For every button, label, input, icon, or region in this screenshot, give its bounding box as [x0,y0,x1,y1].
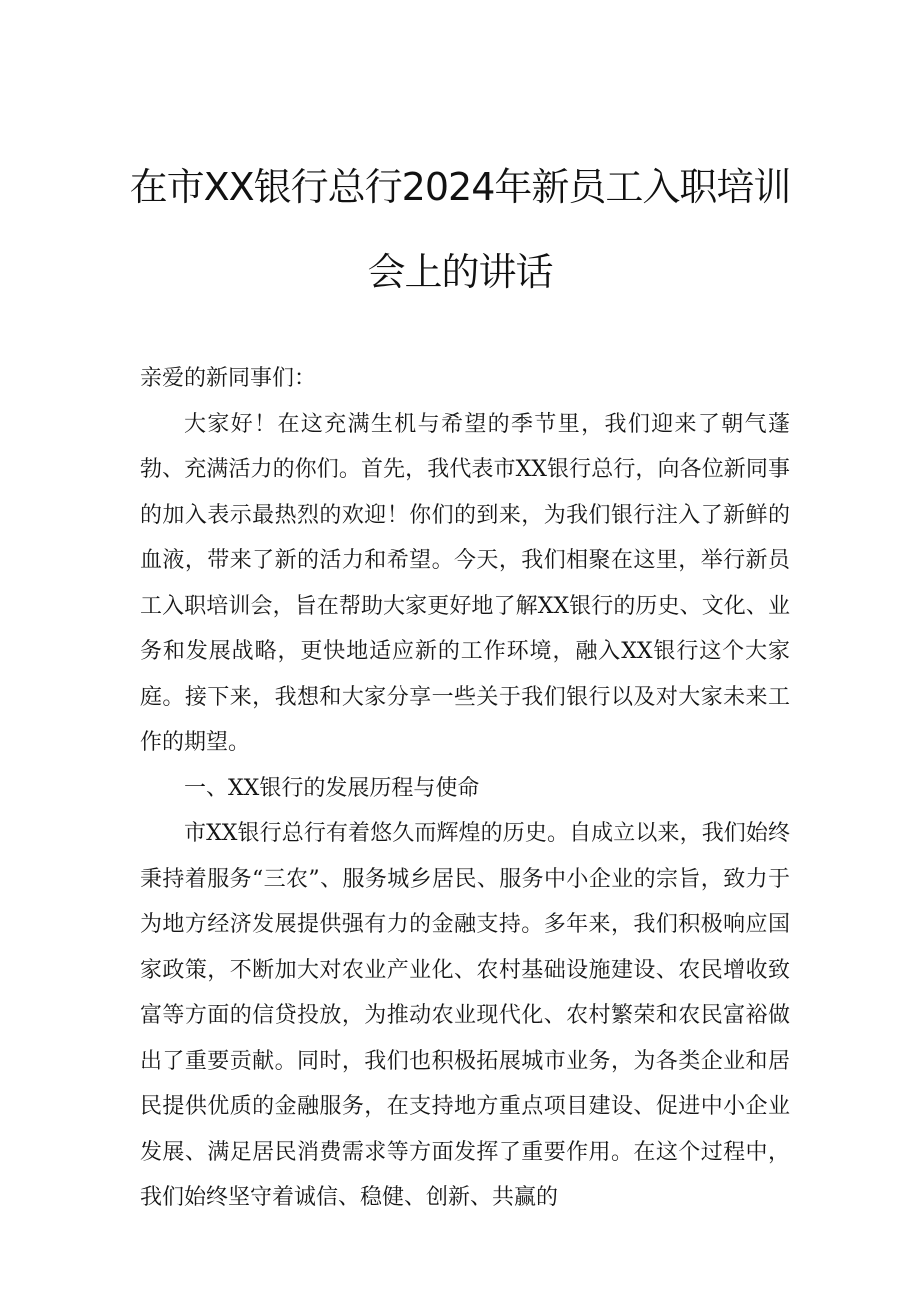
section-heading-1: 一、XX银行的发展历程与使命 [184,775,480,801]
document-title-line-1: 在市XX银行总行2024年新员工入职培训 [129,165,791,209]
salutation: 亲爱的新同事们： [140,366,317,391]
paragraph-history: 市XX银行总行有着悠久而辉煌的历史。自成立以来，我们始终秉持着服务“三农”、服务城乡居民、服务中小企业的宗旨，致力于为地方经济发展提供强有力的金融支持。多年来，我们积极响应国家政策，不断加大对农业产业化、农村基础设施建设、农民增收致富等方面的信贷投放，为推动农业现代化、农村繁荣和农民富裕做出了重要贡献。同时，我们也积极拓展城市业务，为各类企业和居民提供优质的金融服务，在支持地方重点项目建设、促进中小企业发展、满足居民消费需求等方面发挥了重要作用。在这个过程中，我们始终坚守着诚信、稳健、创新、共赢的 [140,821,790,1210]
document-body [140,356,790,1221]
paragraph-welcome: 大家好！在这充满生机与希望的季节里，我们迎来了朝气蓬勃、充满活力的你们。首先，我代表市XX银行总行，向各位新同事的加入表示最热烈的欢迎！你们的到来，为我们银行注入了新鲜的血液，带来了新的活力和希望。今天，我们相聚在这里，举行新员工入职培训会，旨在帮助大家更好地了解XX银行的历史、文化、业务和发展战略，更快地适应新的工作环境，融入XX银行这个大家庭。接下来，我想和大家分享一些关于我们银行以及对大家未来工作的期望。 [140,411,790,755]
document-title-line-2: 会上的讲话 [367,250,553,294]
